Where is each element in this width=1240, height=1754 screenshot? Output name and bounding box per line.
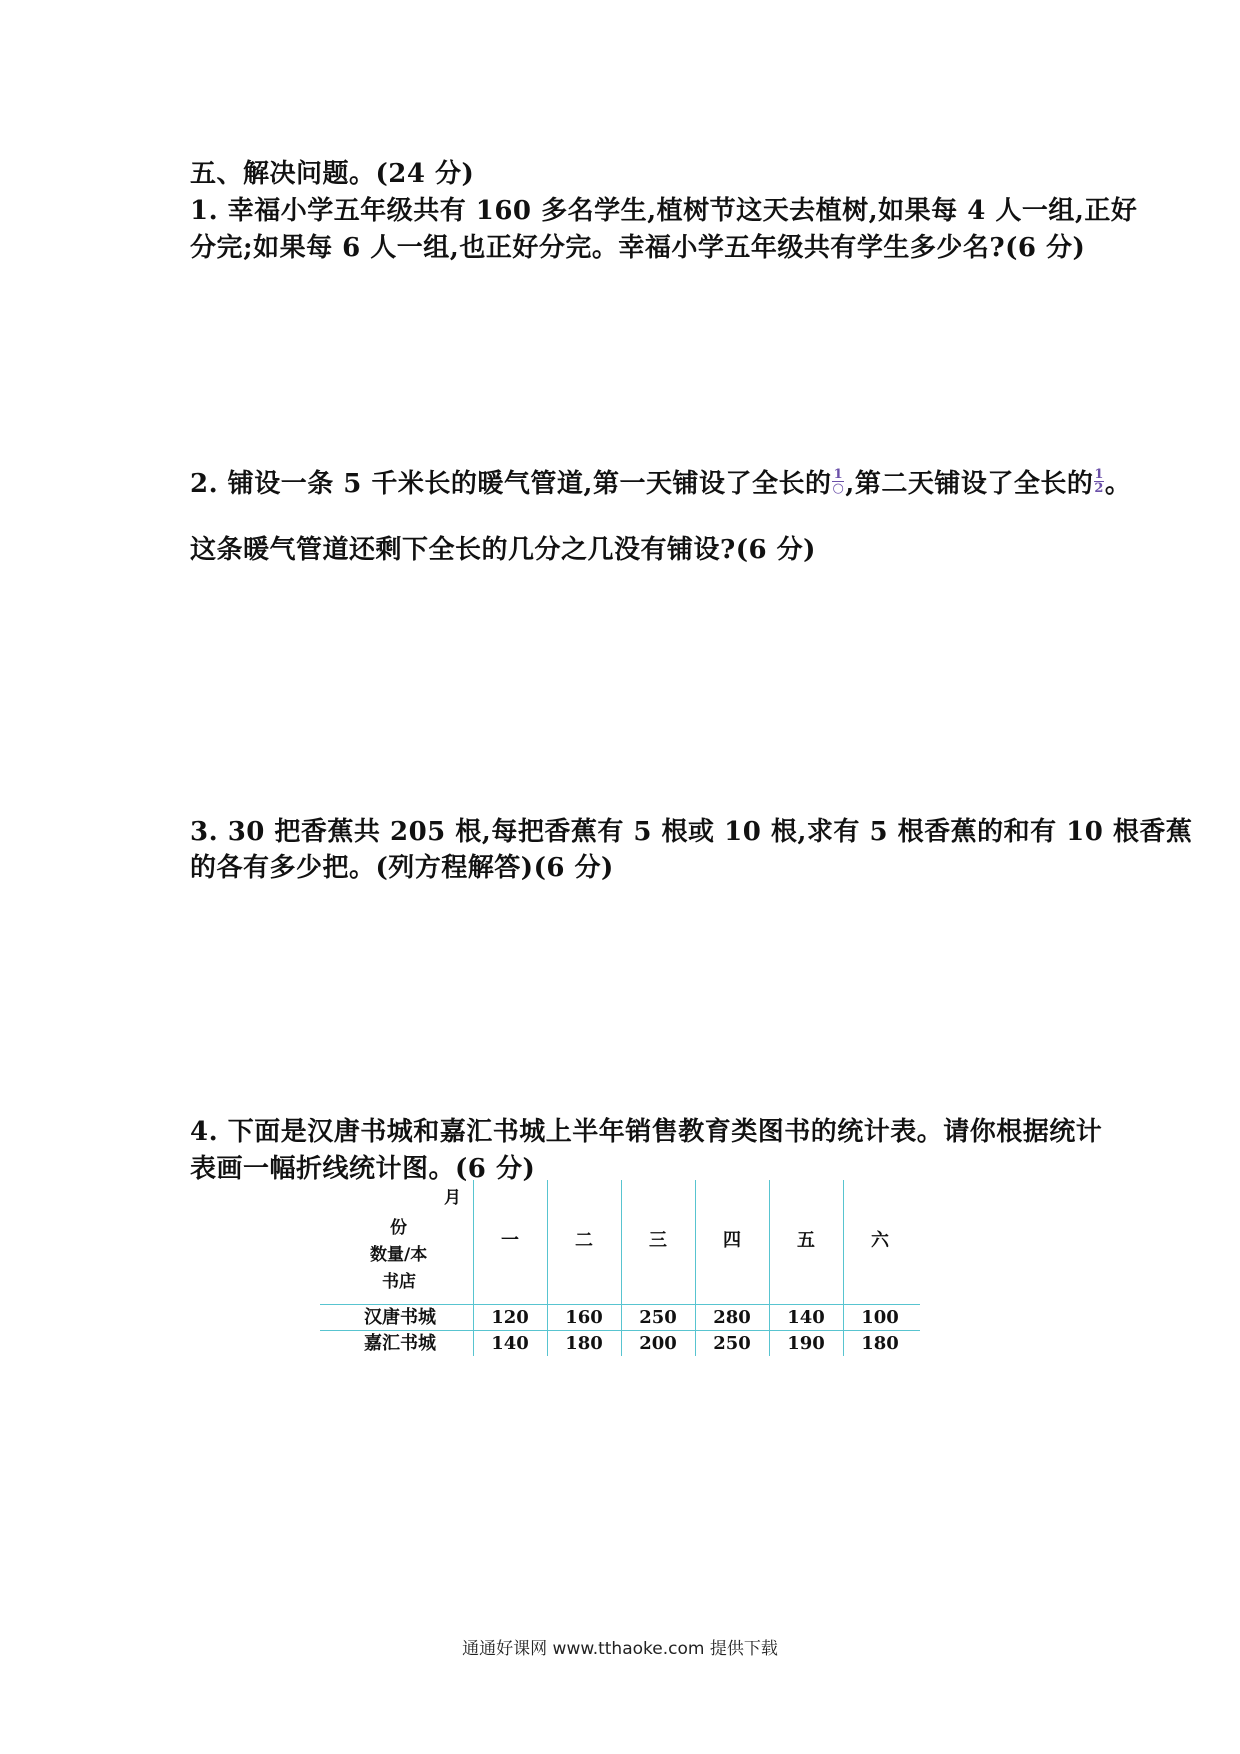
q2-line-1 (190, 466, 1131, 502)
table-row-rule (320, 1330, 920, 1331)
fraction-2 (1094, 468, 1104, 495)
month-header-5: 五 (797, 1230, 815, 1251)
row-1-value-3: 250 (639, 1307, 677, 1328)
q3-line-2: 的各有多少把。(列方程解答)(6 分) (190, 853, 614, 883)
table-header-rule (320, 1304, 920, 1305)
section-title: 五、解决问题。(24 分) (190, 159, 475, 189)
fraction-1-denominator: ○ (832, 480, 845, 496)
q2-line-2: 这条暖气管道还剩下全长的几分之几没有铺设?(6 分) (190, 535, 816, 565)
row-2-value-5: 190 (787, 1333, 825, 1354)
q1-line-2: 分完;如果每 6 人一组,也正好分完。幸福小学五年级共有学生多少名?(6 分) (190, 233, 1086, 263)
q4-line-2: 表画一幅折线统计图。(6 分) (190, 1154, 536, 1184)
footer-credit: 通通好课网 www.tthaoke.com 提供下载 (462, 1639, 778, 1659)
header-corner-store: 书店 (382, 1272, 416, 1292)
header-corner-quantity: 数量/本 (370, 1245, 428, 1265)
row-2-value-1: 140 (491, 1333, 529, 1354)
row-1-value-5: 140 (787, 1307, 825, 1328)
q2-line-1-text-b: ,第二天铺设了全长的 (845, 469, 1094, 499)
q1-line-1: 1. 幸福小学五年级共有 160 多名学生,植树节这天去植树,如果每 4 人一组,正好 (190, 196, 1138, 226)
row-1-value-2: 160 (565, 1307, 603, 1328)
month-header-6: 六 (871, 1230, 889, 1251)
header-corner-month-1: 月 (444, 1188, 461, 1208)
q4-line-1: 4. 下面是汉唐书城和嘉汇书城上半年销售教育类图书的统计表。请你根据统计 (190, 1117, 1103, 1147)
fraction-1-numerator: 1 (833, 466, 844, 482)
header-corner-month-2: 份 (390, 1218, 407, 1238)
q2-line-1-text-a: 2. 铺设一条 5 千米长的暖气管道,第一天铺设了全长的 (190, 469, 832, 499)
row-1-store: 汉唐书城 (364, 1307, 436, 1328)
row-2-value-2: 180 (565, 1333, 603, 1354)
q3-line-1: 3. 30 把香蕉共 205 根,每把香蕉有 5 根或 10 根,求有 5 根香蕉的和有 10 根香蕉 (190, 817, 1193, 847)
month-header-1: 一 (501, 1230, 519, 1251)
row-2-value-4: 250 (713, 1333, 751, 1354)
month-header-2: 二 (575, 1230, 593, 1251)
row-1-value-4: 280 (713, 1307, 751, 1328)
row-2-value-3: 200 (639, 1333, 677, 1354)
sales-table (320, 1180, 920, 1356)
fraction-2-numerator: 1 (1094, 466, 1104, 482)
month-header-4: 四 (723, 1230, 741, 1251)
fraction-2-denominator: 2 (1094, 480, 1104, 496)
fraction-1 (832, 468, 844, 495)
row-1-value-1: 120 (491, 1307, 529, 1328)
month-header-3: 三 (649, 1230, 667, 1251)
q2-line-1-text-c: 。 (1104, 469, 1132, 499)
row-1-value-6: 100 (861, 1307, 899, 1328)
row-2-value-6: 180 (861, 1333, 899, 1354)
row-2-store: 嘉汇书城 (364, 1333, 436, 1354)
